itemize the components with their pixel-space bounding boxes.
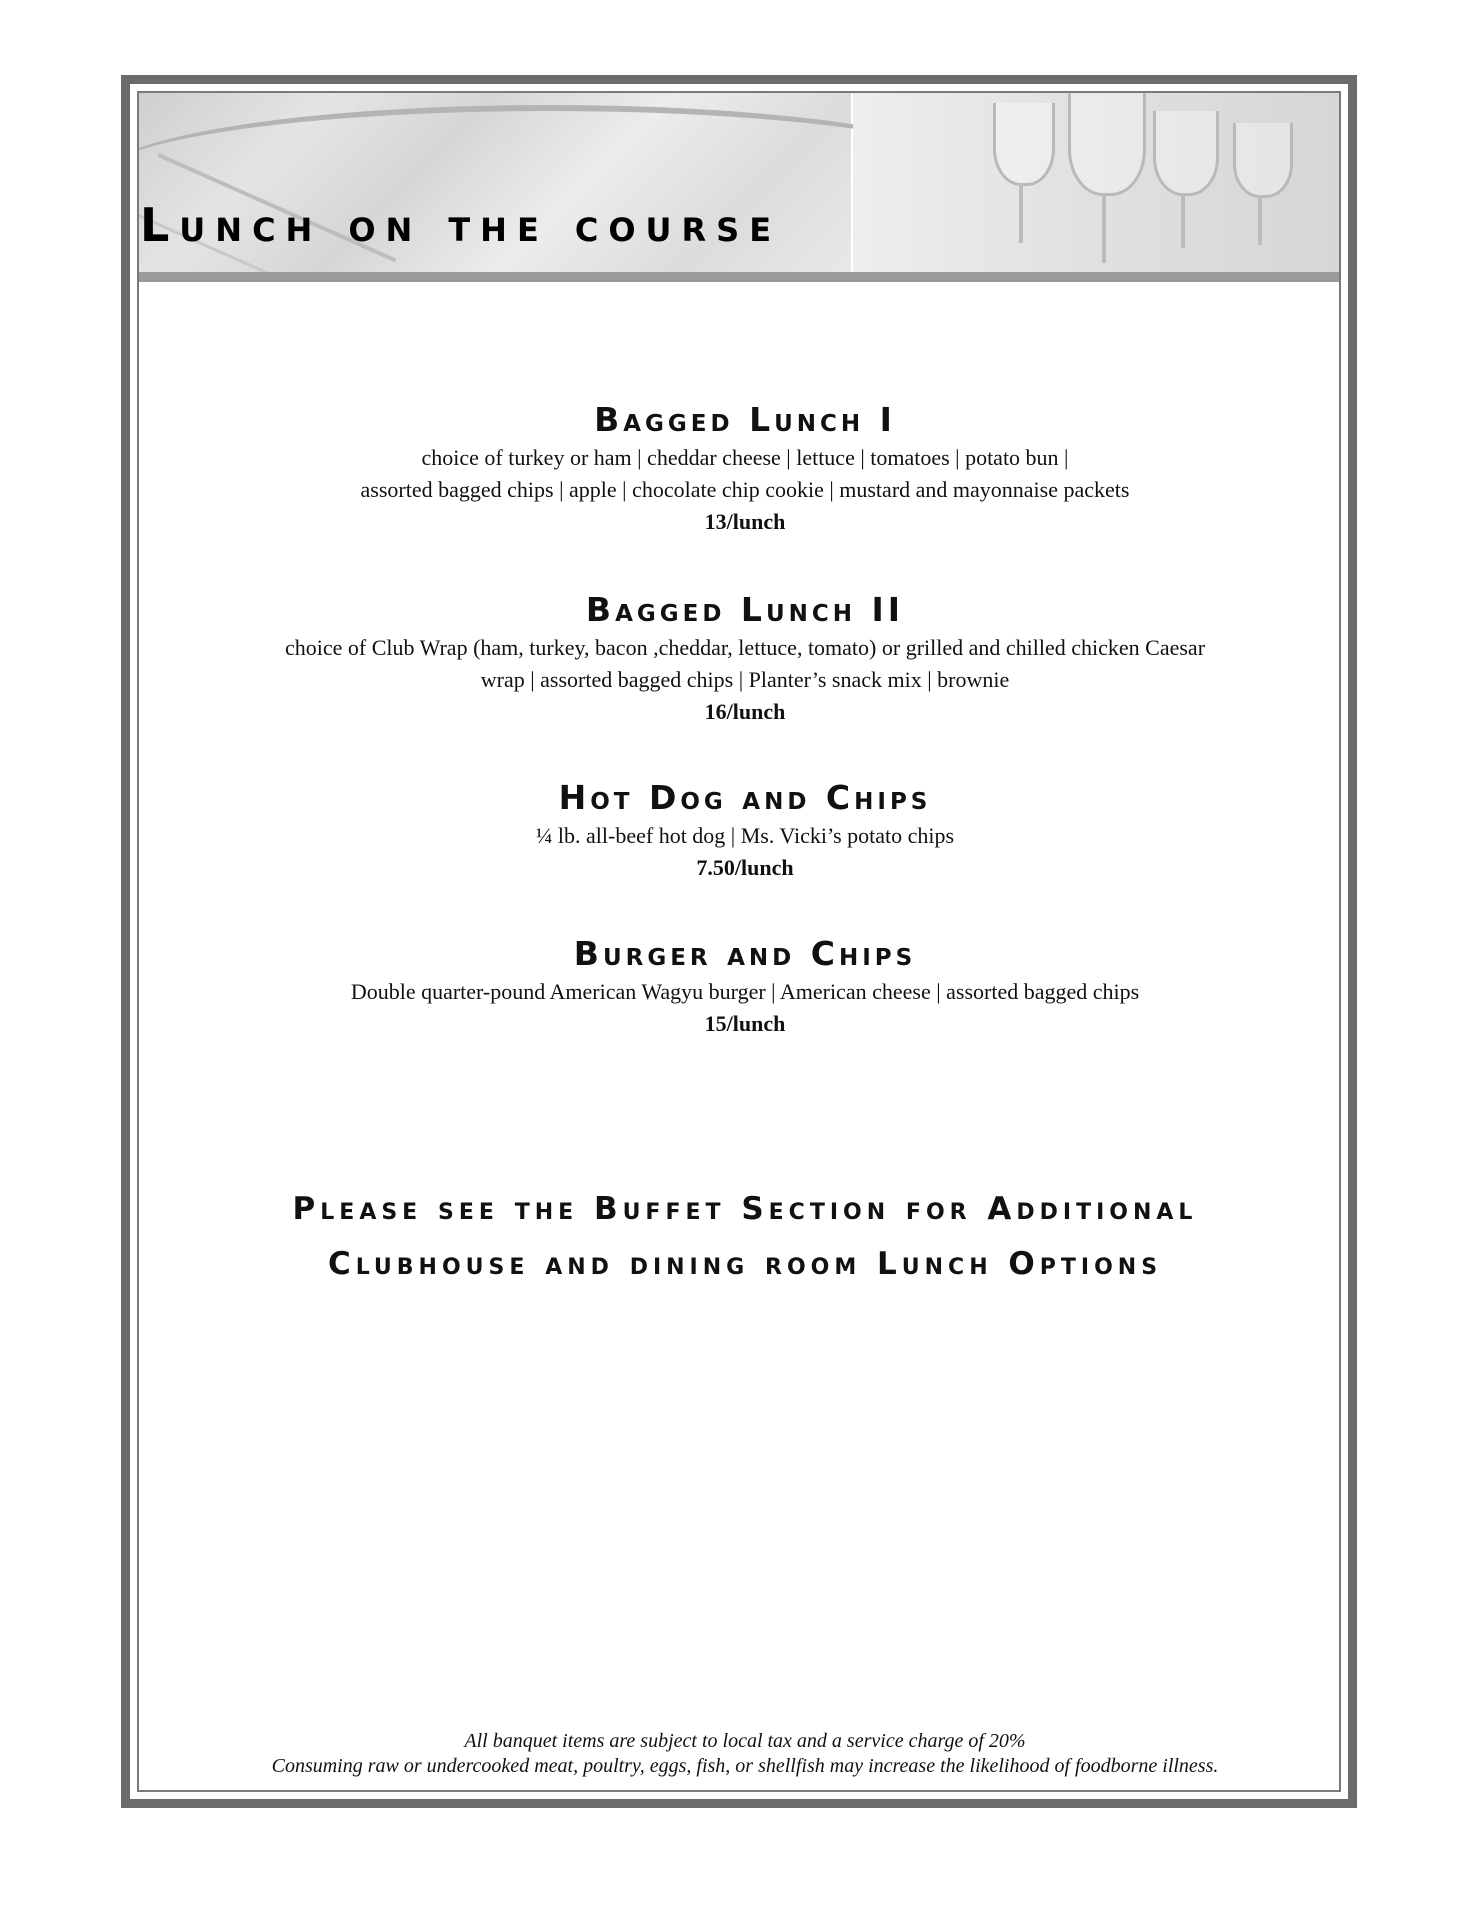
footer-line: All banquet items are subject to local tax and a service charge of 20% xyxy=(464,1730,1026,1752)
wine-glasses-photo-icon xyxy=(853,93,1339,276)
menu-item-hot-dog xyxy=(130,776,1360,884)
menu-item-title: Bagged Lunch I xyxy=(594,400,896,439)
menu-item-bagged-lunch-2 xyxy=(130,588,1360,728)
buffet-note-line: Clubhouse and dining room Lunch Options xyxy=(327,1246,1163,1282)
menu-item-price: 13/lunch xyxy=(704,509,786,534)
menu-item-title: Bagged Lunch II xyxy=(585,590,905,629)
menu-item-description: ¼ lb. all-beef hot dog | Ms. Vicki’s potato chips xyxy=(535,823,955,848)
footer-disclaimer xyxy=(130,1729,1360,1779)
menu-item-title: Hot Dog and Chips xyxy=(558,778,932,817)
page-title: Lunch on the course xyxy=(140,198,782,252)
menu-item-description: choice of Club Wrap (ham, turkey, bacon ,cheddar, lettuce, tomato) or grilled and chilled chicken Caesar xyxy=(284,635,1206,660)
buffet-note-line: Please see the Buffet Section for Additional xyxy=(292,1191,1198,1227)
menu-item-description: wrap | assorted bagged chips | Planter’s snack mix | brownie xyxy=(480,667,1010,692)
menu-item-description: choice of turkey or ham | cheddar cheese | lettuce | tomatoes | potato bun | xyxy=(421,445,1069,470)
menu-item-title: Burger and Chips xyxy=(573,934,917,973)
menu-item-price: 7.50/lunch xyxy=(696,855,794,880)
menu-item-description: assorted bagged chips | apple | chocolate chip cookie | mustard and mayonnaise packets xyxy=(360,477,1130,502)
menu-item-burger xyxy=(130,932,1360,1040)
header-divider xyxy=(139,272,1339,282)
menu-item-price: 15/lunch xyxy=(704,1011,786,1036)
footer-line: Consuming raw or undercooked meat, poultry, eggs, fish, or shellfish may increase the likelihood of foodborne illness. xyxy=(271,1755,1219,1777)
buffet-note xyxy=(130,1182,1360,1292)
menu-item-bagged-lunch-1 xyxy=(130,398,1360,538)
menu-item-description: Double quarter-pound American Wagyu burger | American cheese | assorted bagged chips xyxy=(350,979,1140,1004)
menu-item-price: 16/lunch xyxy=(704,699,786,724)
